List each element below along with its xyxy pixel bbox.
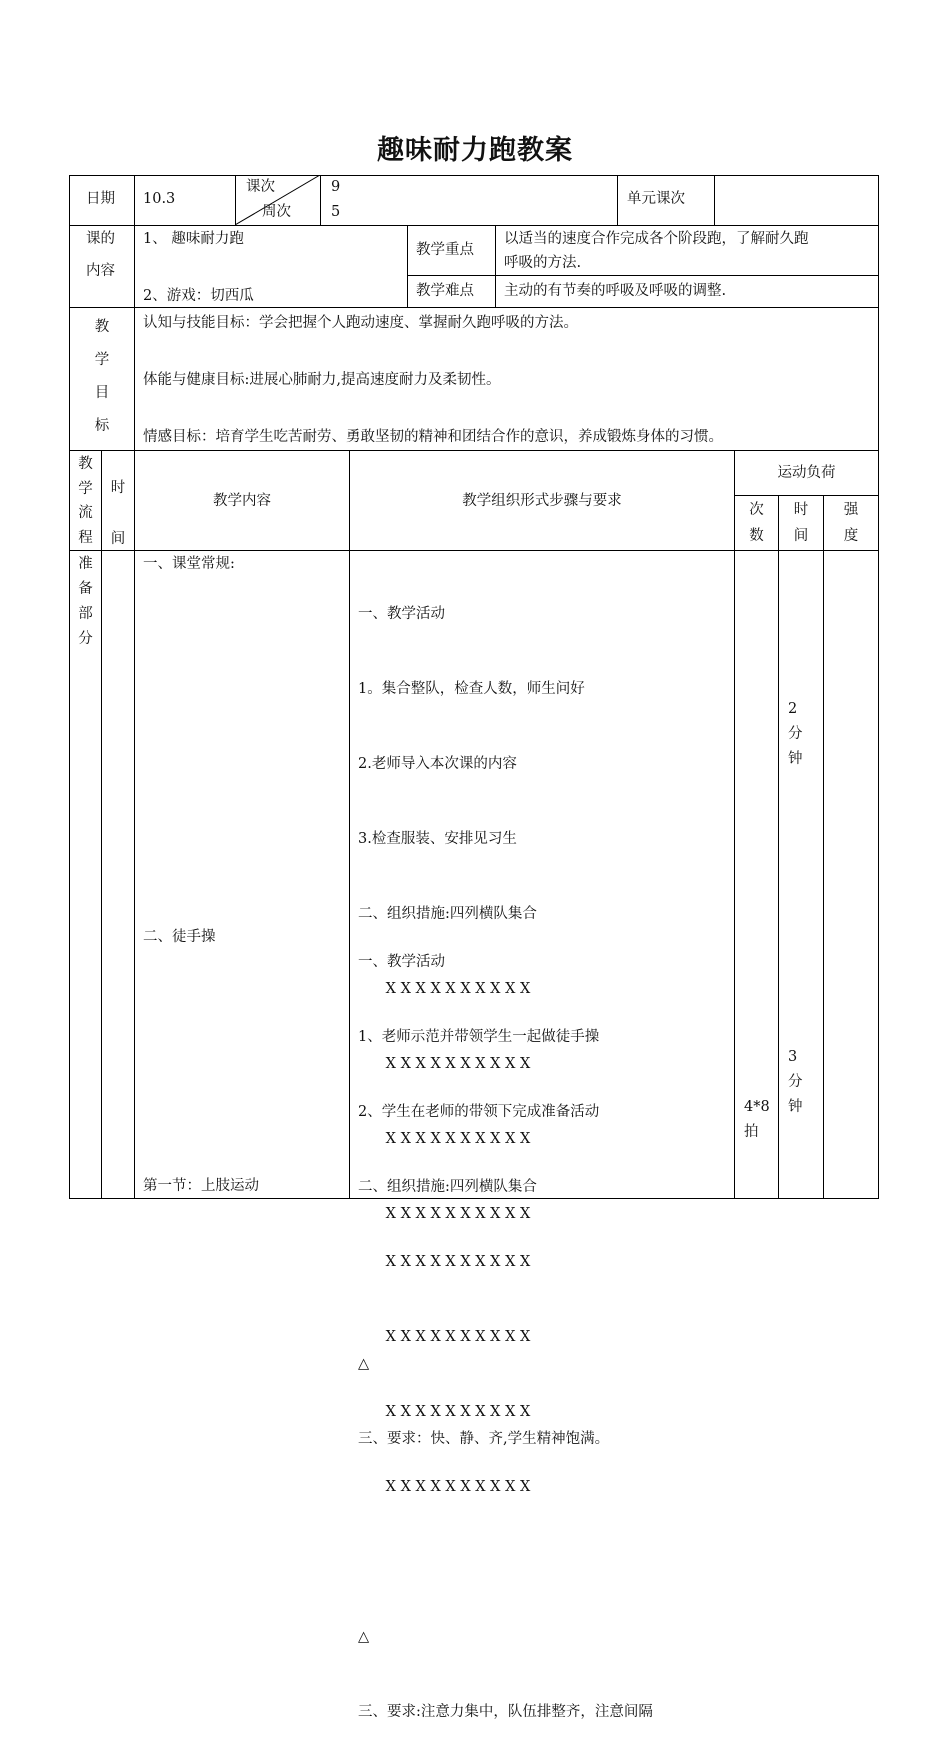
goals-label: 教 学 目 标 — [94, 319, 110, 434]
formation-row: X X X X X X X X X X — [358, 1206, 531, 1222]
content-label-line1: 课的 — [86, 231, 115, 247]
page-title: 趣味耐力跑教案 — [377, 135, 573, 166]
formation-row: X X X X X X X X X X — [358, 1056, 531, 1072]
formation-row: X X X X X X X X X X — [358, 1329, 531, 1345]
content-item-1: 1、 趣味耐力跑 — [143, 231, 244, 247]
unit-label: 单元课次 — [627, 191, 685, 207]
prep-time-2: 3 分 钟 — [788, 1049, 803, 1115]
teacher-marker: △ — [358, 1356, 370, 1372]
header-duration: 时 间 — [793, 502, 809, 544]
goal-cognitive: 认知与技能目标：学会把握个人跑动速度、掌握耐久跑呼吸的方法。 — [143, 315, 578, 331]
prep-org-block-2: 一、教学活动 1、老师示范并带领学生一起做徒手操 2、学生在老师的带领下完成准备活动 二、组织措施:四列横队集合 X X X X X X X X X X X X X X X X X X X X X X X X X X X X X X X X X X X X X X X X △ 三、要求:注意力集中，队伍排整齐，注意间隔 — [358, 954, 653, 1720]
header-process: 教 学 流 程 — [78, 456, 93, 546]
header-content: 教学内容 — [213, 493, 271, 509]
content-item-2: 2、游戏：切西瓜 — [143, 288, 254, 304]
teacher-marker: △ — [358, 1629, 370, 1645]
week-value: 5 — [331, 204, 341, 220]
date-label: 日期 — [86, 191, 115, 207]
key-point-line1: 以适当的速度合作完成各个阶段跑，了解耐久跑 — [504, 231, 809, 247]
prep-content-item-2: 二、徒手操 — [143, 929, 216, 945]
difficulty-text: 主动的有节奏的呼吸及呼吸的调整. — [504, 283, 727, 299]
formation-row: X X X X X X X X X X — [358, 1254, 531, 1270]
goal-emotion: 情感目标：培育学生吃苦耐劳、勇敢坚韧的精神和团结合作的意识，养成锻炼身体的习惯。 — [143, 429, 723, 445]
prep-content-item-3: 第一节：上肢运动 — [143, 1178, 259, 1194]
prep-section-label: 准 备 部 分 — [78, 556, 93, 647]
header-time: 时 间 — [110, 480, 126, 547]
formation-row: X X X X X X X X X X — [358, 981, 531, 997]
lesson-no-label: 课次 — [246, 179, 275, 195]
prep-org-block-1: 一、教学活动 1。集合整队，检查人数，师生问好 2.老师导入本次课的内容 3.检查服装、安排见习生 二、组织措施:四列横队集合 X X X X X X X X X X X X X X X X X X X X X X X X X X X X X X X X X X X X X X X X △ 三、要求：快、静、齐,学生精神饱满。 — [358, 606, 610, 1447]
content-label-line2: 内容 — [86, 263, 115, 279]
header-load: 运动负荷 — [777, 465, 836, 481]
lesson-no-value: 9 — [331, 179, 341, 195]
goal-fitness: 体能与健康目标:进展心肺耐力,提高速度耐力及柔韧性。 — [143, 372, 501, 388]
week-label: 周次 — [262, 204, 291, 220]
formation-row: X X X X X X X X X X — [358, 1131, 531, 1147]
formation-row: X X X X X X X X X X — [358, 1404, 531, 1420]
header-organization: 教学组织形式步骤与要求 — [462, 493, 622, 509]
formation-row: X X X X X X X X X X — [358, 1479, 531, 1495]
key-point-line2: 呼吸的方法. — [504, 255, 582, 271]
date-value: 10.3 — [143, 191, 176, 207]
prep-time-1: 2 分 钟 — [788, 701, 803, 767]
key-point-label: 教学重点 — [416, 242, 474, 258]
prep-count-1: 4*8 拍 — [744, 1099, 770, 1140]
header-count: 次 数 — [749, 502, 764, 544]
prep-content-item-1: 一、课堂常规: — [143, 556, 235, 572]
difficulty-label: 教学难点 — [416, 283, 474, 299]
header-intensity: 强 度 — [843, 502, 859, 544]
